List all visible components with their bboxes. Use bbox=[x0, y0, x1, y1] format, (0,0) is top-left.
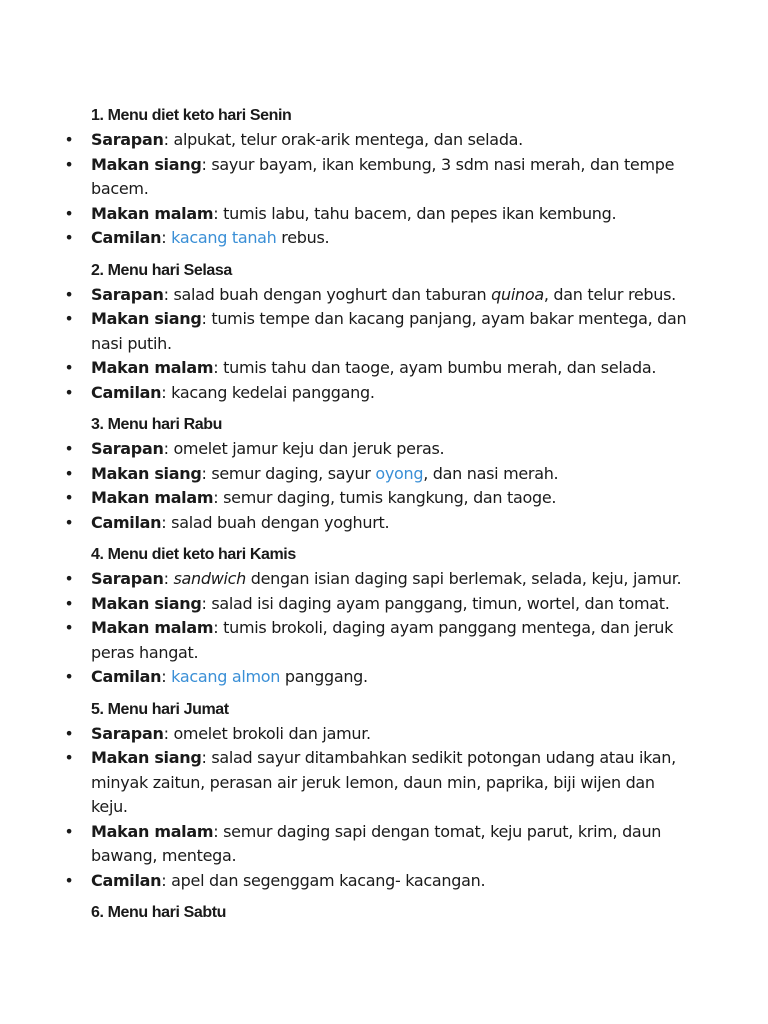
meal-item-makan-siang bbox=[0, 153, 768, 202]
meal-item-makan-malam bbox=[0, 820, 768, 869]
meal-text: : salad buah dengan yoghurt. bbox=[161, 512, 390, 532]
bullet-icon: • bbox=[64, 870, 74, 890]
meal-item-camilan bbox=[0, 665, 768, 690]
day-heading: 1. Menu diet keto hari Senin bbox=[91, 107, 292, 124]
day-section-jumat bbox=[0, 698, 768, 894]
meal-item-sarapan bbox=[0, 128, 768, 153]
meal-label: Camilan bbox=[91, 667, 162, 686]
bullet-icon: • bbox=[64, 130, 74, 149]
meal-item-makan-siang bbox=[0, 462, 768, 487]
bullet-icon: • bbox=[64, 382, 74, 402]
meal-text: : semur daging, sayur bbox=[201, 463, 376, 483]
meal-text: : sayur bayam, ikan kembung, 3 sdm nasi merah, dan tempe bacem. bbox=[91, 154, 675, 198]
bullet-icon: • bbox=[64, 203, 74, 223]
bullet-icon: • bbox=[64, 593, 74, 613]
day-heading: 2. Menu hari Selasa bbox=[91, 261, 232, 279]
meal-text: : salad buah dengan yoghurt dan taburan bbox=[163, 284, 492, 304]
bullet-icon: • bbox=[64, 488, 74, 507]
meal-label: Makan malam bbox=[91, 618, 214, 637]
meal-label: Makan siang bbox=[91, 593, 202, 613]
meal-text: , dan telur rebus. bbox=[543, 284, 676, 304]
meal-label: Makan siang bbox=[91, 309, 202, 328]
meal-label: Sarapan bbox=[91, 130, 164, 149]
meal-label: Sarapan bbox=[91, 439, 164, 458]
bullet-icon: • bbox=[64, 821, 74, 841]
meal-label: Makan siang bbox=[91, 154, 202, 174]
bullet-icon: • bbox=[64, 439, 74, 458]
bullet-icon: • bbox=[64, 154, 74, 174]
meal-label: Camilan bbox=[91, 382, 162, 402]
meal-item-makan-siang bbox=[0, 307, 768, 356]
meal-item-makan-malam bbox=[0, 486, 768, 511]
meal-text: : alpukat, telur orak-arik mentega, dan selada. bbox=[163, 130, 523, 149]
bullet-icon: • bbox=[64, 358, 74, 377]
meal-text: dengan isian daging sapi berlemak, selada, keju, jamur. bbox=[245, 569, 682, 588]
meal-list bbox=[0, 128, 768, 251]
meal-item-camilan bbox=[0, 226, 768, 251]
day-section-selasa bbox=[0, 259, 768, 406]
meal-item-camilan bbox=[0, 869, 768, 894]
day-section-rabu bbox=[0, 413, 768, 535]
meal-text: rebus. bbox=[276, 228, 330, 247]
meal-label: Camilan bbox=[91, 870, 162, 890]
meal-item-camilan bbox=[0, 511, 768, 536]
bullet-icon: • bbox=[64, 569, 74, 588]
meal-label: Sarapan bbox=[91, 723, 164, 743]
meal-text: panggang. bbox=[280, 667, 368, 686]
meal-list bbox=[0, 283, 768, 406]
day-heading: 5. Menu hari Jumat bbox=[91, 700, 229, 718]
meal-label: Sarapan bbox=[91, 284, 164, 304]
meal-text: , dan nasi merah. bbox=[423, 463, 559, 483]
meal-item-sarapan bbox=[0, 283, 768, 308]
link-oyong[interactable]: oyong bbox=[375, 463, 424, 483]
meal-label: Makan malam bbox=[91, 203, 214, 223]
meal-text: : tumis brokoli, daging ayam panggang mentega, dan jeruk peras hangat. bbox=[91, 618, 674, 662]
bullet-icon: • bbox=[64, 228, 74, 247]
meal-text: : omelet jamur keju dan jeruk peras. bbox=[163, 439, 445, 458]
day-heading: 3. Menu hari Rabu bbox=[91, 416, 222, 433]
day-section-kamis bbox=[0, 543, 768, 690]
meal-label: Makan malam bbox=[91, 821, 214, 841]
bullet-icon: • bbox=[64, 618, 74, 637]
meal-item-camilan bbox=[0, 381, 768, 406]
meal-text: : omelet brokoli dan jamur. bbox=[163, 723, 371, 743]
meal-text: : tumis tempe dan kacang panjang, ayam bakar mentega, dan nasi putih. bbox=[91, 309, 687, 353]
meal-label: Makan malam bbox=[91, 488, 214, 507]
meal-item-sarapan bbox=[0, 437, 768, 462]
meal-item-makan-siang bbox=[0, 592, 768, 617]
meal-item-sarapan bbox=[0, 722, 768, 747]
link-kacang-almon[interactable]: kacang almon bbox=[171, 667, 281, 686]
day-heading: 4. Menu diet keto hari Kamis bbox=[91, 546, 296, 563]
day-heading: 6. Menu hari Sabtu bbox=[91, 904, 227, 921]
meal-item-sarapan bbox=[0, 567, 768, 592]
bullet-icon: • bbox=[64, 309, 74, 328]
meal-text: : kacang kedelai panggang. bbox=[161, 382, 375, 402]
bullet-icon: • bbox=[64, 748, 74, 767]
meal-label: Camilan bbox=[91, 228, 162, 247]
meal-text: : bbox=[161, 667, 172, 686]
meal-list bbox=[0, 437, 768, 535]
meal-text-italic: quinoa bbox=[491, 284, 544, 304]
meal-text: : semur daging, tumis kangkung, dan taoge. bbox=[213, 488, 557, 507]
meal-text: : salad isi daging ayam panggang, timun, wortel, dan tomat. bbox=[201, 593, 670, 613]
meal-label: Makan malam bbox=[91, 358, 214, 377]
meal-item-makan-malam bbox=[0, 616, 768, 665]
meal-text: : tumis tahu dan taoge, ayam bumbu merah, dan selada. bbox=[213, 358, 657, 377]
meal-item-makan-malam bbox=[0, 356, 768, 381]
bullet-icon: • bbox=[64, 284, 74, 304]
meal-label: Makan siang bbox=[91, 463, 202, 483]
bullet-icon: • bbox=[64, 463, 74, 483]
day-section-senin bbox=[0, 104, 768, 251]
day-section-sabtu bbox=[0, 901, 768, 925]
meal-item-makan-malam bbox=[0, 202, 768, 227]
meal-text: : tumis labu, tahu bacem, dan pepes ikan kembung. bbox=[213, 203, 617, 223]
meal-list bbox=[0, 567, 768, 690]
meal-item-makan-siang bbox=[0, 746, 768, 820]
meal-label: Sarapan bbox=[91, 569, 164, 588]
meal-text: : apel dan segenggam kacang- kacangan. bbox=[161, 870, 486, 890]
bullet-icon: • bbox=[64, 667, 74, 686]
meal-text: : semur daging sapi dengan tomat, keju parut, krim, daun bawang, mentega. bbox=[91, 821, 662, 865]
meal-text: : bbox=[163, 569, 174, 588]
meal-text: : bbox=[161, 228, 172, 247]
document-body bbox=[0, 104, 768, 933]
bullet-icon: • bbox=[64, 723, 74, 743]
bullet-icon: • bbox=[64, 512, 74, 532]
link-kacang-tanah[interactable]: kacang tanah bbox=[171, 228, 277, 247]
meal-list bbox=[0, 722, 768, 894]
meal-label: Makan siang bbox=[91, 748, 202, 767]
meal-label: Camilan bbox=[91, 512, 162, 532]
meal-text: : salad sayur ditambahkan sedikit potongan udang atau ikan, minyak zaitun, perasan air jeruk lemon, daun min, paprika, biji wijen dan keju. bbox=[91, 748, 676, 816]
meal-text-italic: sandwich bbox=[173, 569, 246, 588]
